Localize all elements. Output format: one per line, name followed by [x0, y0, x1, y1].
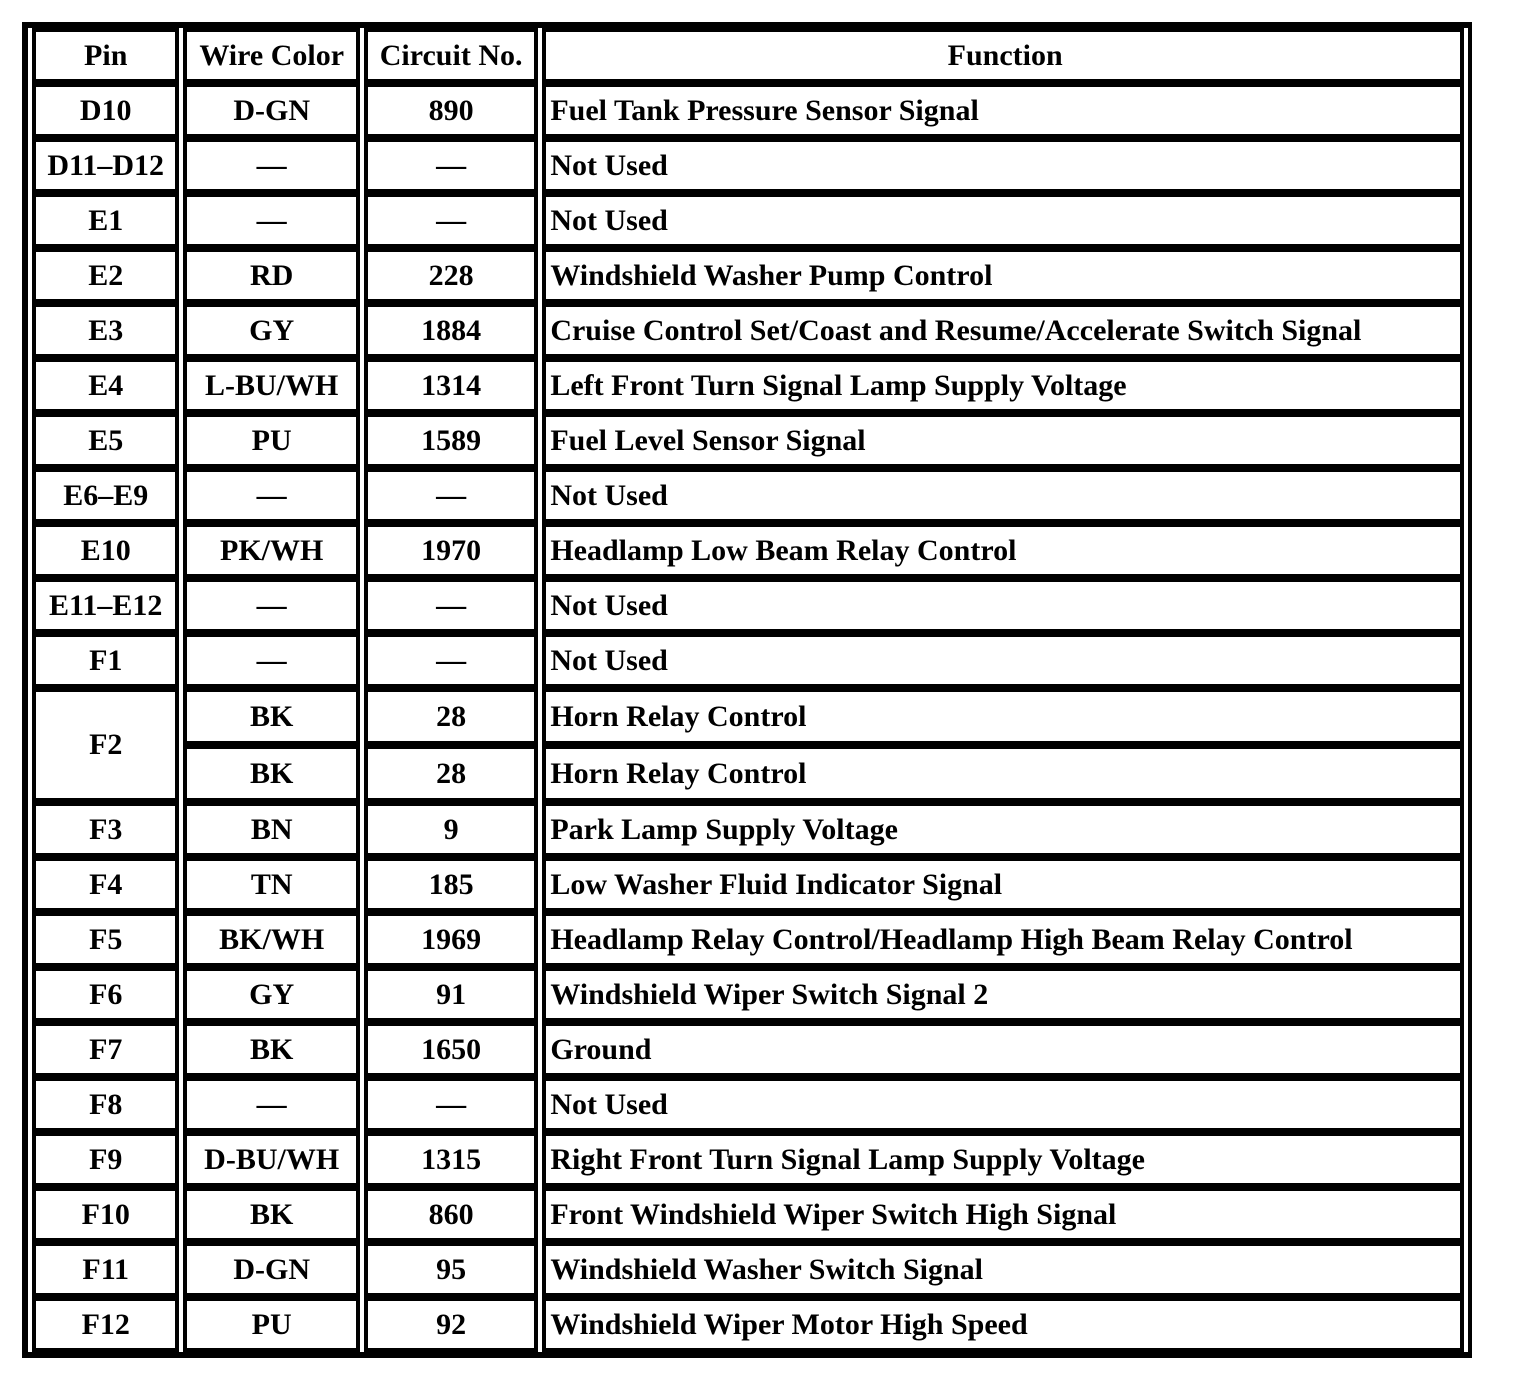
- table-row: [32, 857, 1464, 912]
- table-row: [32, 138, 1464, 193]
- function-cell: Fuel Level Sensor Signal: [542, 413, 1464, 468]
- function-cell: Front Windshield Wiper Switch High Signal: [542, 1187, 1464, 1242]
- function-cell: Not Used: [542, 468, 1464, 523]
- circuit-cell: —: [364, 138, 538, 193]
- circuit-cell: —: [364, 633, 538, 688]
- wire-color-cell: —: [183, 578, 359, 633]
- wire-color-cell: —: [183, 193, 359, 248]
- table-row: [32, 688, 1464, 745]
- circuit-cell: 1970: [364, 523, 538, 578]
- wire-color-cell: BN: [183, 802, 359, 857]
- wire-color-cell: D-GN: [183, 1242, 359, 1297]
- header-circuit-no: Circuit No.: [364, 28, 538, 83]
- circuit-cell: 92: [364, 1297, 538, 1352]
- pin-cell: E3: [32, 303, 179, 358]
- wire-color-cell: PU: [183, 1297, 359, 1352]
- pin-cell: D11–D12: [32, 138, 179, 193]
- function-cell: Windshield Wiper Motor High Speed: [542, 1297, 1464, 1352]
- wire-color-cell: D-BU/WH: [183, 1132, 359, 1187]
- wire-color-cell: PK/WH: [183, 523, 359, 578]
- wire-color-cell: D-GN: [183, 83, 359, 138]
- pin-cell: F8: [32, 1077, 179, 1132]
- function-cell: Right Front Turn Signal Lamp Supply Voltage: [542, 1132, 1464, 1187]
- table-row: [32, 1242, 1464, 1297]
- pin-cell: F4: [32, 857, 179, 912]
- wire-color-cell: GY: [183, 967, 359, 1022]
- function-cell: Not Used: [542, 193, 1464, 248]
- table-row: [32, 193, 1464, 248]
- wire-color-cell: BK/WH: [183, 912, 359, 967]
- table-row: [32, 1022, 1464, 1077]
- table-row: [32, 1132, 1464, 1187]
- circuit-cell: —: [364, 578, 538, 633]
- table-row: [32, 523, 1464, 578]
- function-cell: Park Lamp Supply Voltage: [542, 802, 1464, 857]
- circuit-cell: 860: [364, 1187, 538, 1242]
- circuit-cell: 9: [364, 802, 538, 857]
- pin-cell: F3: [32, 802, 179, 857]
- pinout-table: [28, 28, 1468, 1352]
- pin-cell: F10: [32, 1187, 179, 1242]
- wire-color-cell: RD: [183, 248, 359, 303]
- pin-cell: E4: [32, 358, 179, 413]
- table-row: [32, 248, 1464, 303]
- wire-color-cell: L-BU/WH: [183, 358, 359, 413]
- pin-cell: F7: [32, 1022, 179, 1077]
- table-row: [32, 413, 1464, 468]
- function-cell: Not Used: [542, 1077, 1464, 1132]
- function-cell: Low Washer Fluid Indicator Signal: [542, 857, 1464, 912]
- wire-color-cell: —: [183, 138, 359, 193]
- wire-color-cell: BK: [183, 1187, 359, 1242]
- table-row: [32, 578, 1464, 633]
- function-cell: Windshield Washer Pump Control: [542, 248, 1464, 303]
- table-row: [32, 633, 1464, 688]
- circuit-cell: 1589: [364, 413, 538, 468]
- pin-cell: F6: [32, 967, 179, 1022]
- table-row: [32, 303, 1464, 358]
- wire-color-cell: —: [183, 468, 359, 523]
- table-row: [32, 1297, 1464, 1352]
- table-row: [32, 1187, 1464, 1242]
- table-row: [32, 468, 1464, 523]
- function-cell: Ground: [542, 1022, 1464, 1077]
- pin-cell: E1: [32, 193, 179, 248]
- header-function: Function: [542, 28, 1464, 83]
- wire-color-cell: PU: [183, 413, 359, 468]
- pin-cell: F5: [32, 912, 179, 967]
- circuit-cell: —: [364, 1077, 538, 1132]
- pinout-table-frame: [22, 22, 1472, 1358]
- circuit-cell: —: [364, 193, 538, 248]
- wire-color-cell: BK: [183, 745, 359, 802]
- table-row: [32, 967, 1464, 1022]
- function-cell: Fuel Tank Pressure Sensor Signal: [542, 83, 1464, 138]
- circuit-cell: 890: [364, 83, 538, 138]
- wire-color-cell: GY: [183, 303, 359, 358]
- pin-cell: E2: [32, 248, 179, 303]
- circuit-cell: —: [364, 468, 538, 523]
- function-cell: Not Used: [542, 138, 1464, 193]
- pin-cell: E6–E9: [32, 468, 179, 523]
- circuit-cell: 1884: [364, 303, 538, 358]
- circuit-cell: 185: [364, 857, 538, 912]
- circuit-cell: 28: [364, 688, 538, 745]
- function-cell: Windshield Wiper Switch Signal 2: [542, 967, 1464, 1022]
- wire-color-cell: —: [183, 633, 359, 688]
- pin-cell: E5: [32, 413, 179, 468]
- wire-color-cell: —: [183, 1077, 359, 1132]
- pin-cell: E11–E12: [32, 578, 179, 633]
- circuit-cell: 28: [364, 745, 538, 802]
- circuit-cell: 95: [364, 1242, 538, 1297]
- table-row: [32, 1077, 1464, 1132]
- table-row: [32, 358, 1464, 413]
- function-cell: Horn Relay Control: [542, 745, 1464, 802]
- circuit-cell: 1650: [364, 1022, 538, 1077]
- wire-color-cell: TN: [183, 857, 359, 912]
- header-wire-color: Wire Color: [183, 28, 359, 83]
- table-row: [32, 83, 1464, 138]
- pin-cell: F12: [32, 1297, 179, 1352]
- function-cell: Windshield Washer Switch Signal: [542, 1242, 1464, 1297]
- function-cell: Cruise Control Set/Coast and Resume/Accelerate Switch Signal: [542, 303, 1464, 358]
- table-row: [32, 745, 1464, 802]
- pin-cell: F1: [32, 633, 179, 688]
- function-cell: Left Front Turn Signal Lamp Supply Voltage: [542, 358, 1464, 413]
- header-row: [32, 28, 1464, 83]
- circuit-cell: 1969: [364, 912, 538, 967]
- function-cell: Not Used: [542, 633, 1464, 688]
- table-row: [32, 802, 1464, 857]
- circuit-cell: 1315: [364, 1132, 538, 1187]
- pin-cell: D10: [32, 83, 179, 138]
- pin-cell: E10: [32, 523, 179, 578]
- header-pin: Pin: [32, 28, 179, 83]
- circuit-cell: 1314: [364, 358, 538, 413]
- function-cell: Headlamp Relay Control/Headlamp High Beam Relay Control: [542, 912, 1464, 967]
- function-cell: Headlamp Low Beam Relay Control: [542, 523, 1464, 578]
- circuit-cell: 91: [364, 967, 538, 1022]
- pin-cell: F2: [32, 688, 179, 802]
- pin-cell: F9: [32, 1132, 179, 1187]
- circuit-cell: 228: [364, 248, 538, 303]
- pin-cell: F11: [32, 1242, 179, 1297]
- wire-color-cell: BK: [183, 688, 359, 745]
- table-row: [32, 912, 1464, 967]
- wire-color-cell: BK: [183, 1022, 359, 1077]
- function-cell: Not Used: [542, 578, 1464, 633]
- function-cell: Horn Relay Control: [542, 688, 1464, 745]
